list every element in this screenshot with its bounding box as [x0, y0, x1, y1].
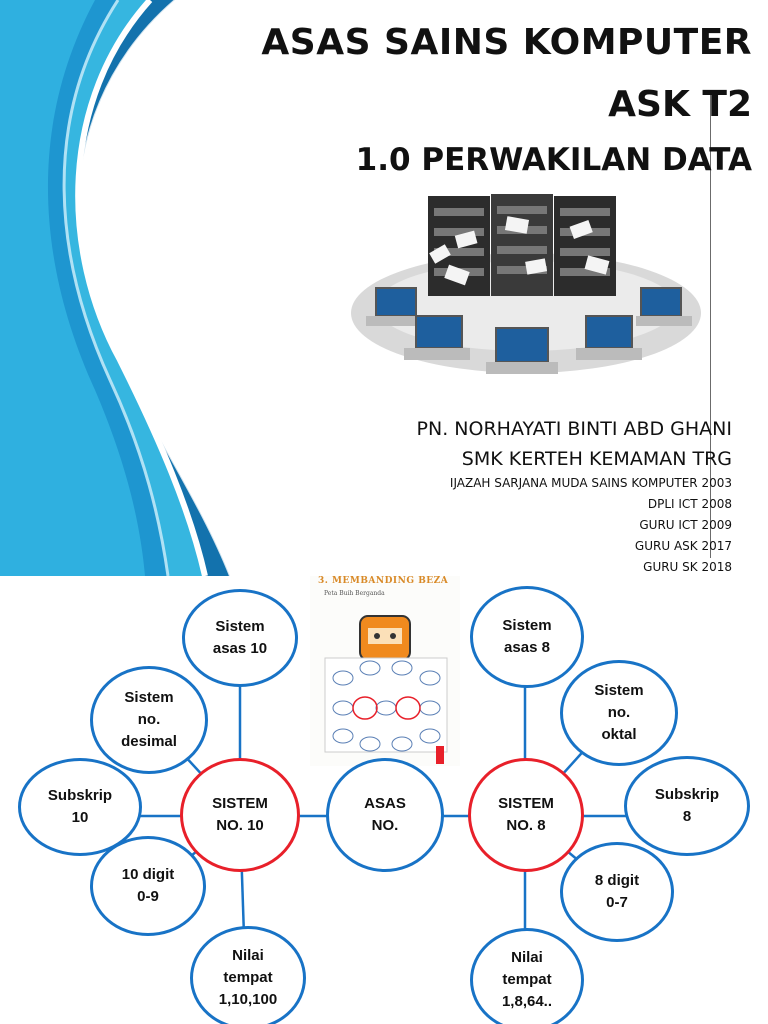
- credential-line: GURU ASK 2017: [634, 539, 732, 553]
- server-network-icon: [336, 188, 706, 388]
- author-name: PN. NORHAYATI BINTI ABD GHANI: [416, 418, 732, 440]
- hub-sistem-no-10: SISTEM NO. 10: [180, 758, 300, 872]
- bubble-8-digit: 8 digit 0-7: [560, 842, 674, 942]
- bubble-map-thumbnail: [310, 576, 460, 766]
- author-school: SMK KERTEH KEMAMAN TRG: [461, 448, 732, 470]
- bubble-sistem-no-oktal: Sistem no. oktal: [560, 660, 678, 766]
- bubble-sistem-asas-10: Sistem asas 10: [182, 589, 298, 687]
- slide-title: ASAS SAINS KOMPUTER: [261, 22, 752, 63]
- bubble-map-slide: [0, 576, 768, 1024]
- bubble-subskrip-8: Subskrip 8: [624, 756, 750, 856]
- bubble-asas-no: ASAS NO.: [326, 758, 444, 872]
- credential-line: GURU ICT 2009: [639, 518, 732, 532]
- bubble-nilai-tempat-8: Nilai tempat 1,8,64..: [470, 928, 584, 1024]
- thumbnail-title: 3. MEMBANDING BEZA: [318, 576, 449, 586]
- hub-sistem-no-8: SISTEM NO. 8: [468, 758, 584, 872]
- thumbnail-illustration: [310, 576, 460, 766]
- bubble-sistem-asas-8: Sistem asas 8: [470, 586, 584, 688]
- bubble-10-digit: 10 digit 0-9: [90, 836, 206, 936]
- credential-line: DPLI ICT 2008: [647, 497, 732, 511]
- credential-line: GURU SK 2018: [643, 560, 732, 574]
- course-code: ASK T2: [608, 84, 752, 125]
- bubble-nilai-tempat-10: Nilai tempat 1,10,100: [190, 926, 306, 1024]
- bubble-sistem-no-desimal: Sistem no. desimal: [90, 666, 208, 774]
- thumbnail-subtitle: Peta Buih Berganda: [324, 590, 385, 597]
- credential-line: IJAZAH SARJANA MUDA SAINS KOMPUTER 2003: [449, 476, 732, 490]
- decorative-swoosh: [0, 0, 260, 576]
- bubble-subskrip-10: Subskrip 10: [18, 758, 142, 856]
- slide-subtitle: 1.0 PERWAKILAN DATA: [355, 142, 752, 178]
